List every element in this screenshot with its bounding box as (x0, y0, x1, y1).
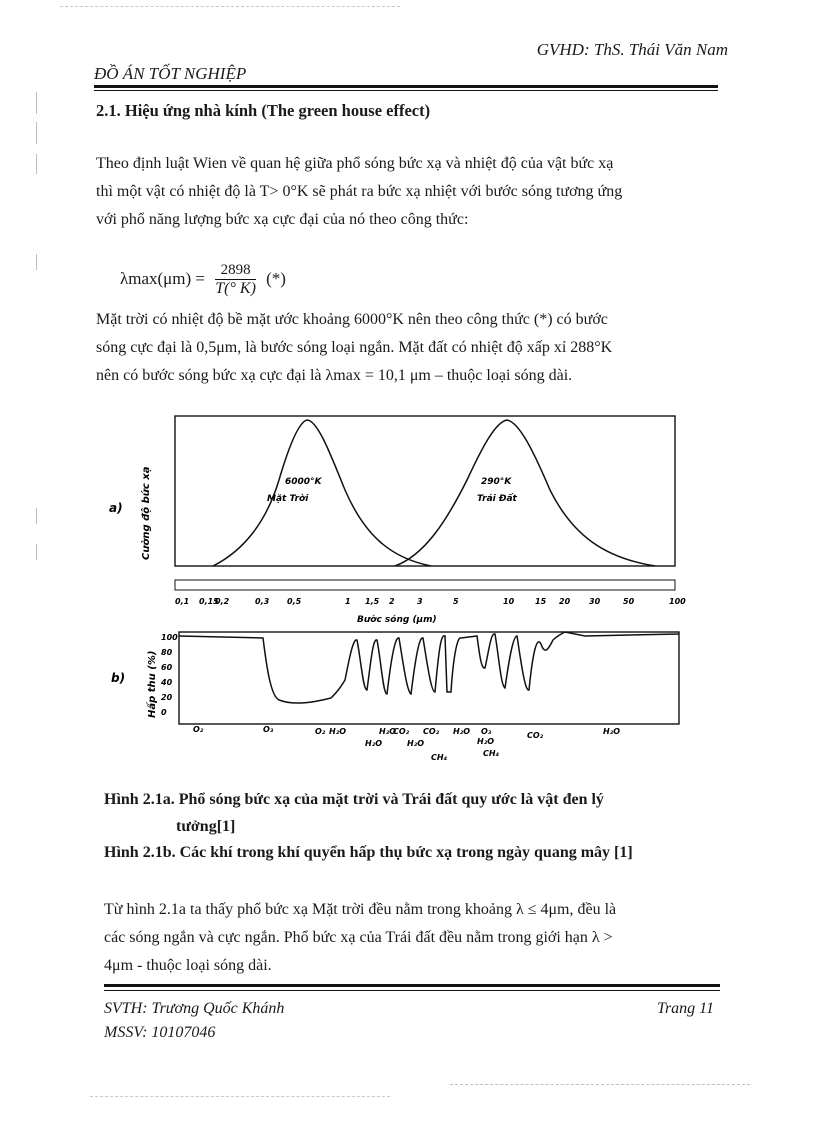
radiation-figure (95, 400, 695, 778)
absorption-tick-label: 80 (161, 648, 173, 657)
margin-mark (36, 122, 37, 144)
wavelength-tick-label: 10 (503, 597, 515, 606)
footer-student-id: MSSV: 10107046 (104, 1024, 216, 1041)
wavelength-tick-label: 0,1 (175, 597, 190, 606)
footer-page-number: Trang 11 (656, 1000, 714, 1017)
text-line: các sóng ngắn và cực ngắn. Phổ bức xạ của Trái đất đều nằm trong giới hạn λ > (104, 929, 613, 946)
gas-label: CO₂ (423, 727, 440, 736)
text-line: với phổ năng lượng bức xạ cực đại của nó theo công thức: (96, 211, 469, 228)
text-line: 4μm - thuộc loại sóng dài. (104, 957, 272, 974)
gas-label: H₂O (365, 739, 382, 748)
gas-label: CO₂ (527, 731, 544, 740)
wavelength-tick-label: 1 (345, 597, 351, 606)
wavelength-tick-label: 30 (589, 597, 601, 606)
wavelength-tick-label: 0,15 (199, 597, 219, 606)
footer-rule (104, 984, 720, 987)
gas-label: CH₄ (431, 753, 448, 762)
formula-numerator: 2898 (215, 262, 256, 280)
absorption-tick-label: 0 (161, 708, 167, 717)
figure-caption-a: Hình 2.1a. Phổ sóng bức xạ của mặt trời và Trái đất quy ước là vật đen lý (104, 791, 604, 808)
absorption-curve (179, 632, 679, 703)
formula-tag: (*) (266, 268, 286, 288)
text-line: nên có bước sóng bức xạ cực đại là λmax = 10,1 μm – thuộc loại sóng dài. (96, 367, 573, 384)
gas-label: CH₄ (483, 749, 500, 758)
absorption-tick-label: 100 (161, 633, 178, 642)
panel-a-label: a) (109, 501, 123, 515)
panel-a-frame (175, 416, 675, 566)
footer-rule-thin (104, 990, 720, 991)
sun-spectrum-curve (213, 420, 431, 566)
wavelength-tick-label: 3 (417, 597, 423, 606)
gas-label: CO₂ (393, 727, 410, 736)
panel-b-label: b) (111, 671, 126, 685)
absorption-tick-label: 60 (161, 663, 173, 672)
text-line: thì một vật có nhiệt độ là T> 0°K sẽ phát ra bức xạ nhiệt với bước sóng tương ứng (96, 183, 623, 200)
panel-a-ylabel: Cường độ bức xạ (141, 466, 152, 560)
header-rule-thin (94, 90, 718, 91)
paragraph-sun-earth (96, 306, 720, 390)
gas-label: H₂O (329, 727, 346, 736)
absorption-tick-label: 40 (161, 678, 173, 687)
wien-formula (120, 262, 286, 298)
gas-label: H₂O (453, 727, 470, 736)
panel-b-ylabel: Hấp thu (%) (147, 650, 158, 718)
paragraph-wien-law (96, 150, 720, 234)
panel-b-frame (179, 632, 679, 724)
gas-label: O₃ (263, 725, 274, 734)
wavelength-tick-labels (175, 597, 686, 606)
absorption-tick-labels (160, 633, 178, 717)
wavelength-tick-label: 5 (453, 597, 459, 606)
formula-denominator: T(° K) (215, 280, 256, 297)
sun-temperature-label: 6000°K (285, 477, 322, 487)
wavelength-axis-title: Bước sóng (μm) (357, 615, 437, 625)
gas-label: O₃ (481, 727, 492, 736)
figure-caption-a-cont: tưởng[1] (176, 818, 236, 835)
wavelength-tick-label: 15 (535, 597, 547, 606)
margin-mark (36, 508, 37, 524)
margin-mark (36, 254, 37, 270)
text-line: Theo định luật Wien về quan hệ giữa phổ sóng bức xạ và nhiệt độ của vật bức xạ (96, 155, 614, 172)
paragraph-conclusion (104, 896, 720, 980)
margin-mark (36, 544, 37, 560)
wavelength-tick-label: 0,2 (215, 597, 230, 606)
wavelength-tick-label: 0,3 (255, 597, 270, 606)
text-line: Mặt trời có nhiệt độ bề mặt ước khoảng 6000°K nên theo công thức (*) có bước (96, 311, 608, 328)
scan-edge-top (60, 6, 400, 7)
scan-edge-bottom-left (90, 1096, 390, 1097)
formula-lhs: λmax(μm) = (120, 268, 206, 288)
wavelength-tick-label: 100 (669, 597, 686, 606)
wavelength-tick-label: 20 (559, 597, 571, 606)
wavelength-axis-bar (175, 580, 675, 590)
gas-label: O₂ (193, 725, 204, 734)
wavelength-tick-label: 0,5 (287, 597, 302, 606)
gas-label: H₂O (477, 737, 494, 746)
wavelength-tick-label: 1,5 (365, 597, 380, 606)
margin-mark (36, 92, 37, 114)
document-type-header: ĐỒ ÁN TỐT NGHIỆP (94, 64, 247, 83)
gas-labels (193, 725, 620, 762)
wavelength-tick-label: 50 (623, 597, 635, 606)
scan-edge-bottom-right (450, 1084, 750, 1085)
wavelength-tick-label: 2 (389, 597, 395, 606)
header-rule (94, 85, 718, 88)
figure-caption-b: Hình 2.1b. Các khí trong khí quyển hấp thụ bức xạ trong ngày quang mây [1] (104, 844, 633, 861)
absorption-tick-label: 20 (161, 693, 173, 702)
gas-label: H₂O (603, 727, 620, 736)
text-line: Từ hình 2.1a ta thấy phổ bức xạ Mặt trời đều nằm trong khoảng λ ≤ 4μm, đều là (104, 901, 617, 918)
supervisor-header: GVHD: ThS. Thái Văn Nam (536, 40, 728, 59)
gas-label: O₂ (315, 727, 326, 736)
gas-label: H₂O (407, 739, 424, 748)
formula-fraction (215, 262, 256, 298)
earth-spectrum-curve (395, 420, 655, 566)
gas-label: H₂O (379, 727, 396, 736)
earth-name-label: Trái Đất (477, 494, 517, 504)
footer-student: SVTH: Trương Quốc Khánh (104, 1000, 285, 1017)
earth-temperature-label: 290°K (481, 477, 512, 487)
text-line: sóng cực đại là 0,5μm, là bước sóng loại ngắn. Mặt đất có nhiệt độ xấp xỉ 288°K (96, 339, 613, 356)
section-title: 2.1. Hiệu ứng nhà kính (The green house effect) (96, 101, 431, 120)
sun-name-label: Mặt Trời (267, 494, 309, 504)
margin-mark (36, 154, 37, 174)
